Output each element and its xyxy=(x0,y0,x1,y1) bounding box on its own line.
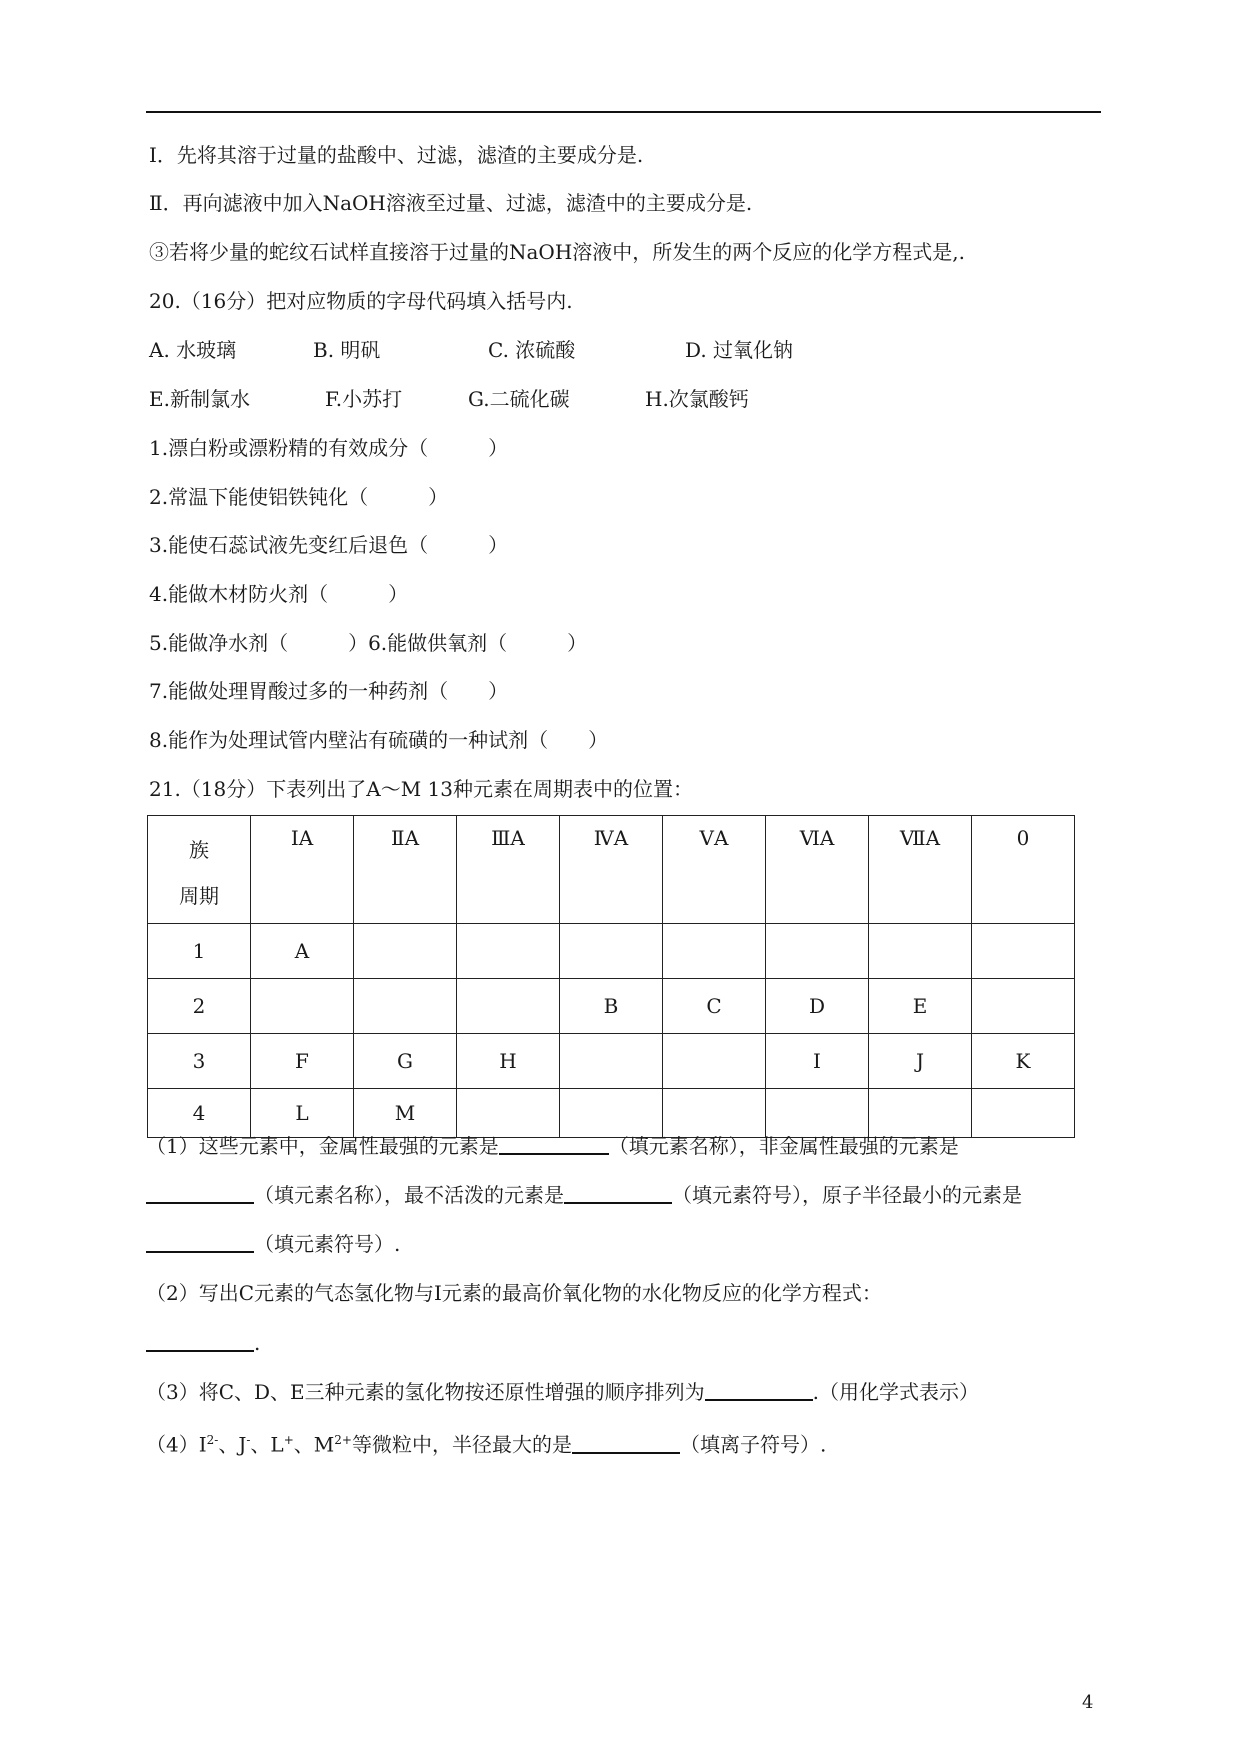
answer-blank[interactable] xyxy=(146,1182,254,1204)
subquestion-3-text-a: （3）将C、D、E三种元素的氢化物按还原性增强的顺序排列为 xyxy=(146,1380,705,1404)
group-header: ⅠA xyxy=(251,816,354,924)
table-row xyxy=(148,924,1075,979)
option-c: C. 浓硫酸 xyxy=(488,338,576,362)
item-5-6: 5.能做净水剂（ ）6.能做供氧剂（ ） xyxy=(149,631,588,655)
subquestion-2-end: . xyxy=(254,1331,261,1355)
item-7: 7.能做处理胃酸过多的一种药剂（ ） xyxy=(149,679,509,703)
element-cell xyxy=(354,979,457,1034)
option-f: F.小苏打 xyxy=(325,387,403,411)
element-cell xyxy=(560,924,663,979)
subquestion-3-text-b: .（用化学式表示） xyxy=(812,1380,980,1404)
charge-superscript: 2- xyxy=(206,1433,219,1447)
option-h: H.次氯酸钙 xyxy=(645,387,749,411)
period-cell: 3 xyxy=(148,1034,251,1089)
subquestion-2-answer-line xyxy=(146,1330,260,1355)
table-row xyxy=(148,1089,1075,1138)
subquestion-1-text-e: （填元素符号）. xyxy=(254,1232,401,1256)
element-cell: E xyxy=(869,979,972,1034)
element-cell: B xyxy=(560,979,663,1034)
question-21: 21.（18分）下表列出了A～M 13种元素在周期表中的位置： xyxy=(149,777,693,801)
element-cell xyxy=(457,1089,560,1138)
element-cell: K xyxy=(972,1034,1075,1089)
header-rule xyxy=(146,111,1101,113)
period-cell: 2 xyxy=(148,979,251,1034)
element-cell xyxy=(972,1089,1075,1138)
subquestion-1-line-3 xyxy=(146,1231,400,1256)
periodic-table xyxy=(147,815,1075,1138)
table-header-row xyxy=(148,816,1075,924)
element-cell xyxy=(457,924,560,979)
subquestion-1-text-d: （填元素符号），原子半径最小的元素是 xyxy=(672,1183,1022,1207)
subquestion-2: （2）写出C元素的气态氢化物与I元素的最高价氧化物的水化物反应的化学方程式： xyxy=(146,1281,882,1305)
item-2: 2.常温下能使铝铁钝化（ ） xyxy=(149,485,449,509)
subquestion-1-text-c: （填元素名称），最不活泼的元素是 xyxy=(254,1183,564,1207)
item-8: 8.能作为处理试管内壁沾有硫磺的一种试剂（ ） xyxy=(149,728,609,752)
group-header: ⅡA xyxy=(354,816,457,924)
element-cell: M xyxy=(354,1089,457,1138)
element-cell xyxy=(766,1089,869,1138)
element-cell: H xyxy=(457,1034,560,1089)
question-20: 20.（16分）把对应物质的字母代码填入括号内. xyxy=(149,289,573,313)
element-cell: A xyxy=(251,924,354,979)
option-d: D. 过氧化钠 xyxy=(685,338,794,362)
corner-cell xyxy=(148,816,251,924)
element-cell: L xyxy=(251,1089,354,1138)
group-header: ⅣA xyxy=(560,816,663,924)
element-cell: C xyxy=(663,979,766,1034)
group-header: ⅤA xyxy=(663,816,766,924)
subquestion-1-text-b: （填元素名称），非金属性最强的元素是 xyxy=(608,1134,959,1158)
subquestion-4-text: 等微粒中，半径最大的是 xyxy=(351,1432,572,1457)
page-number: 4 xyxy=(1082,1692,1094,1713)
element-cell xyxy=(457,979,560,1034)
period-cell: 4 xyxy=(148,1089,251,1138)
element-cell xyxy=(663,1089,766,1138)
answer-blank[interactable] xyxy=(146,1231,254,1253)
subquestion-1-text-a: （1）这些元素中，金属性最强的元素是 xyxy=(146,1134,499,1158)
element-cell xyxy=(560,1034,663,1089)
element-cell xyxy=(663,924,766,979)
group-header: ⅢA xyxy=(457,816,560,924)
subquestion-4-end: （填离子符号）. xyxy=(679,1432,827,1457)
answer-blank[interactable] xyxy=(705,1379,813,1401)
charge-superscript: + xyxy=(283,1433,294,1447)
element-cell xyxy=(663,1034,766,1089)
subquestion-4-text: 、L xyxy=(250,1432,284,1457)
element-cell xyxy=(251,979,354,1034)
subquestion-4 xyxy=(146,1428,826,1457)
element-cell xyxy=(869,924,972,979)
line-1: Ⅰ．先将其溶于过量的盐酸中、过滤，滤渣的主要成分是. xyxy=(149,143,644,167)
charge-superscript: 2+ xyxy=(334,1433,352,1447)
line-2: Ⅱ．再向滤液中加入NaOH溶液至过量、过滤，滤渣中的主要成分是. xyxy=(149,191,753,215)
element-cell: J xyxy=(869,1034,972,1089)
table-row xyxy=(148,1034,1075,1089)
element-cell xyxy=(869,1089,972,1138)
item-3: 3.能使石蕊试液先变红后退色（ ） xyxy=(149,533,509,557)
group-header: 0 xyxy=(972,816,1075,924)
corner-period-label: 周期 xyxy=(179,884,219,908)
element-cell xyxy=(972,979,1075,1034)
answer-blank[interactable] xyxy=(499,1133,609,1155)
element-cell xyxy=(972,924,1075,979)
line-3: ③若将少量的蛇纹石试样直接溶于过量的NaOH溶液中，所发生的两个反应的化学方程式是,. xyxy=(149,240,965,264)
subquestion-3 xyxy=(146,1379,979,1404)
subquestion-4-prefix: （4）I xyxy=(146,1432,207,1457)
subquestion-4-text: 、J xyxy=(218,1432,247,1457)
answer-blank[interactable] xyxy=(564,1182,672,1204)
element-cell xyxy=(354,924,457,979)
period-cell: 1 xyxy=(148,924,251,979)
subquestion-1-line-2 xyxy=(146,1182,1022,1207)
table-row xyxy=(148,979,1075,1034)
element-cell xyxy=(766,924,869,979)
answer-blank[interactable] xyxy=(146,1330,254,1352)
element-cell: D xyxy=(766,979,869,1034)
element-cell: F xyxy=(251,1034,354,1089)
item-4: 4.能做木材防火剂（ ） xyxy=(149,582,409,606)
group-header: ⅥA xyxy=(766,816,869,924)
element-cell: I xyxy=(766,1034,869,1089)
option-a: A. 水玻璃 xyxy=(149,338,237,362)
option-b: B. 明矾 xyxy=(313,338,381,362)
charge-superscript: - xyxy=(246,1433,251,1447)
corner-group-label: 族 xyxy=(189,838,209,862)
answer-blank[interactable] xyxy=(572,1432,680,1454)
subquestion-4-text: 、M xyxy=(293,1432,335,1457)
subquestion-1-line-1 xyxy=(146,1133,959,1158)
option-e: E.新制氯水 xyxy=(149,387,250,411)
item-1: 1.漂白粉或漂粉精的有效成分（ ） xyxy=(149,436,509,460)
element-cell xyxy=(560,1089,663,1138)
option-g: G.二硫化碳 xyxy=(468,387,570,411)
element-cell: G xyxy=(354,1034,457,1089)
group-header: ⅦA xyxy=(869,816,972,924)
